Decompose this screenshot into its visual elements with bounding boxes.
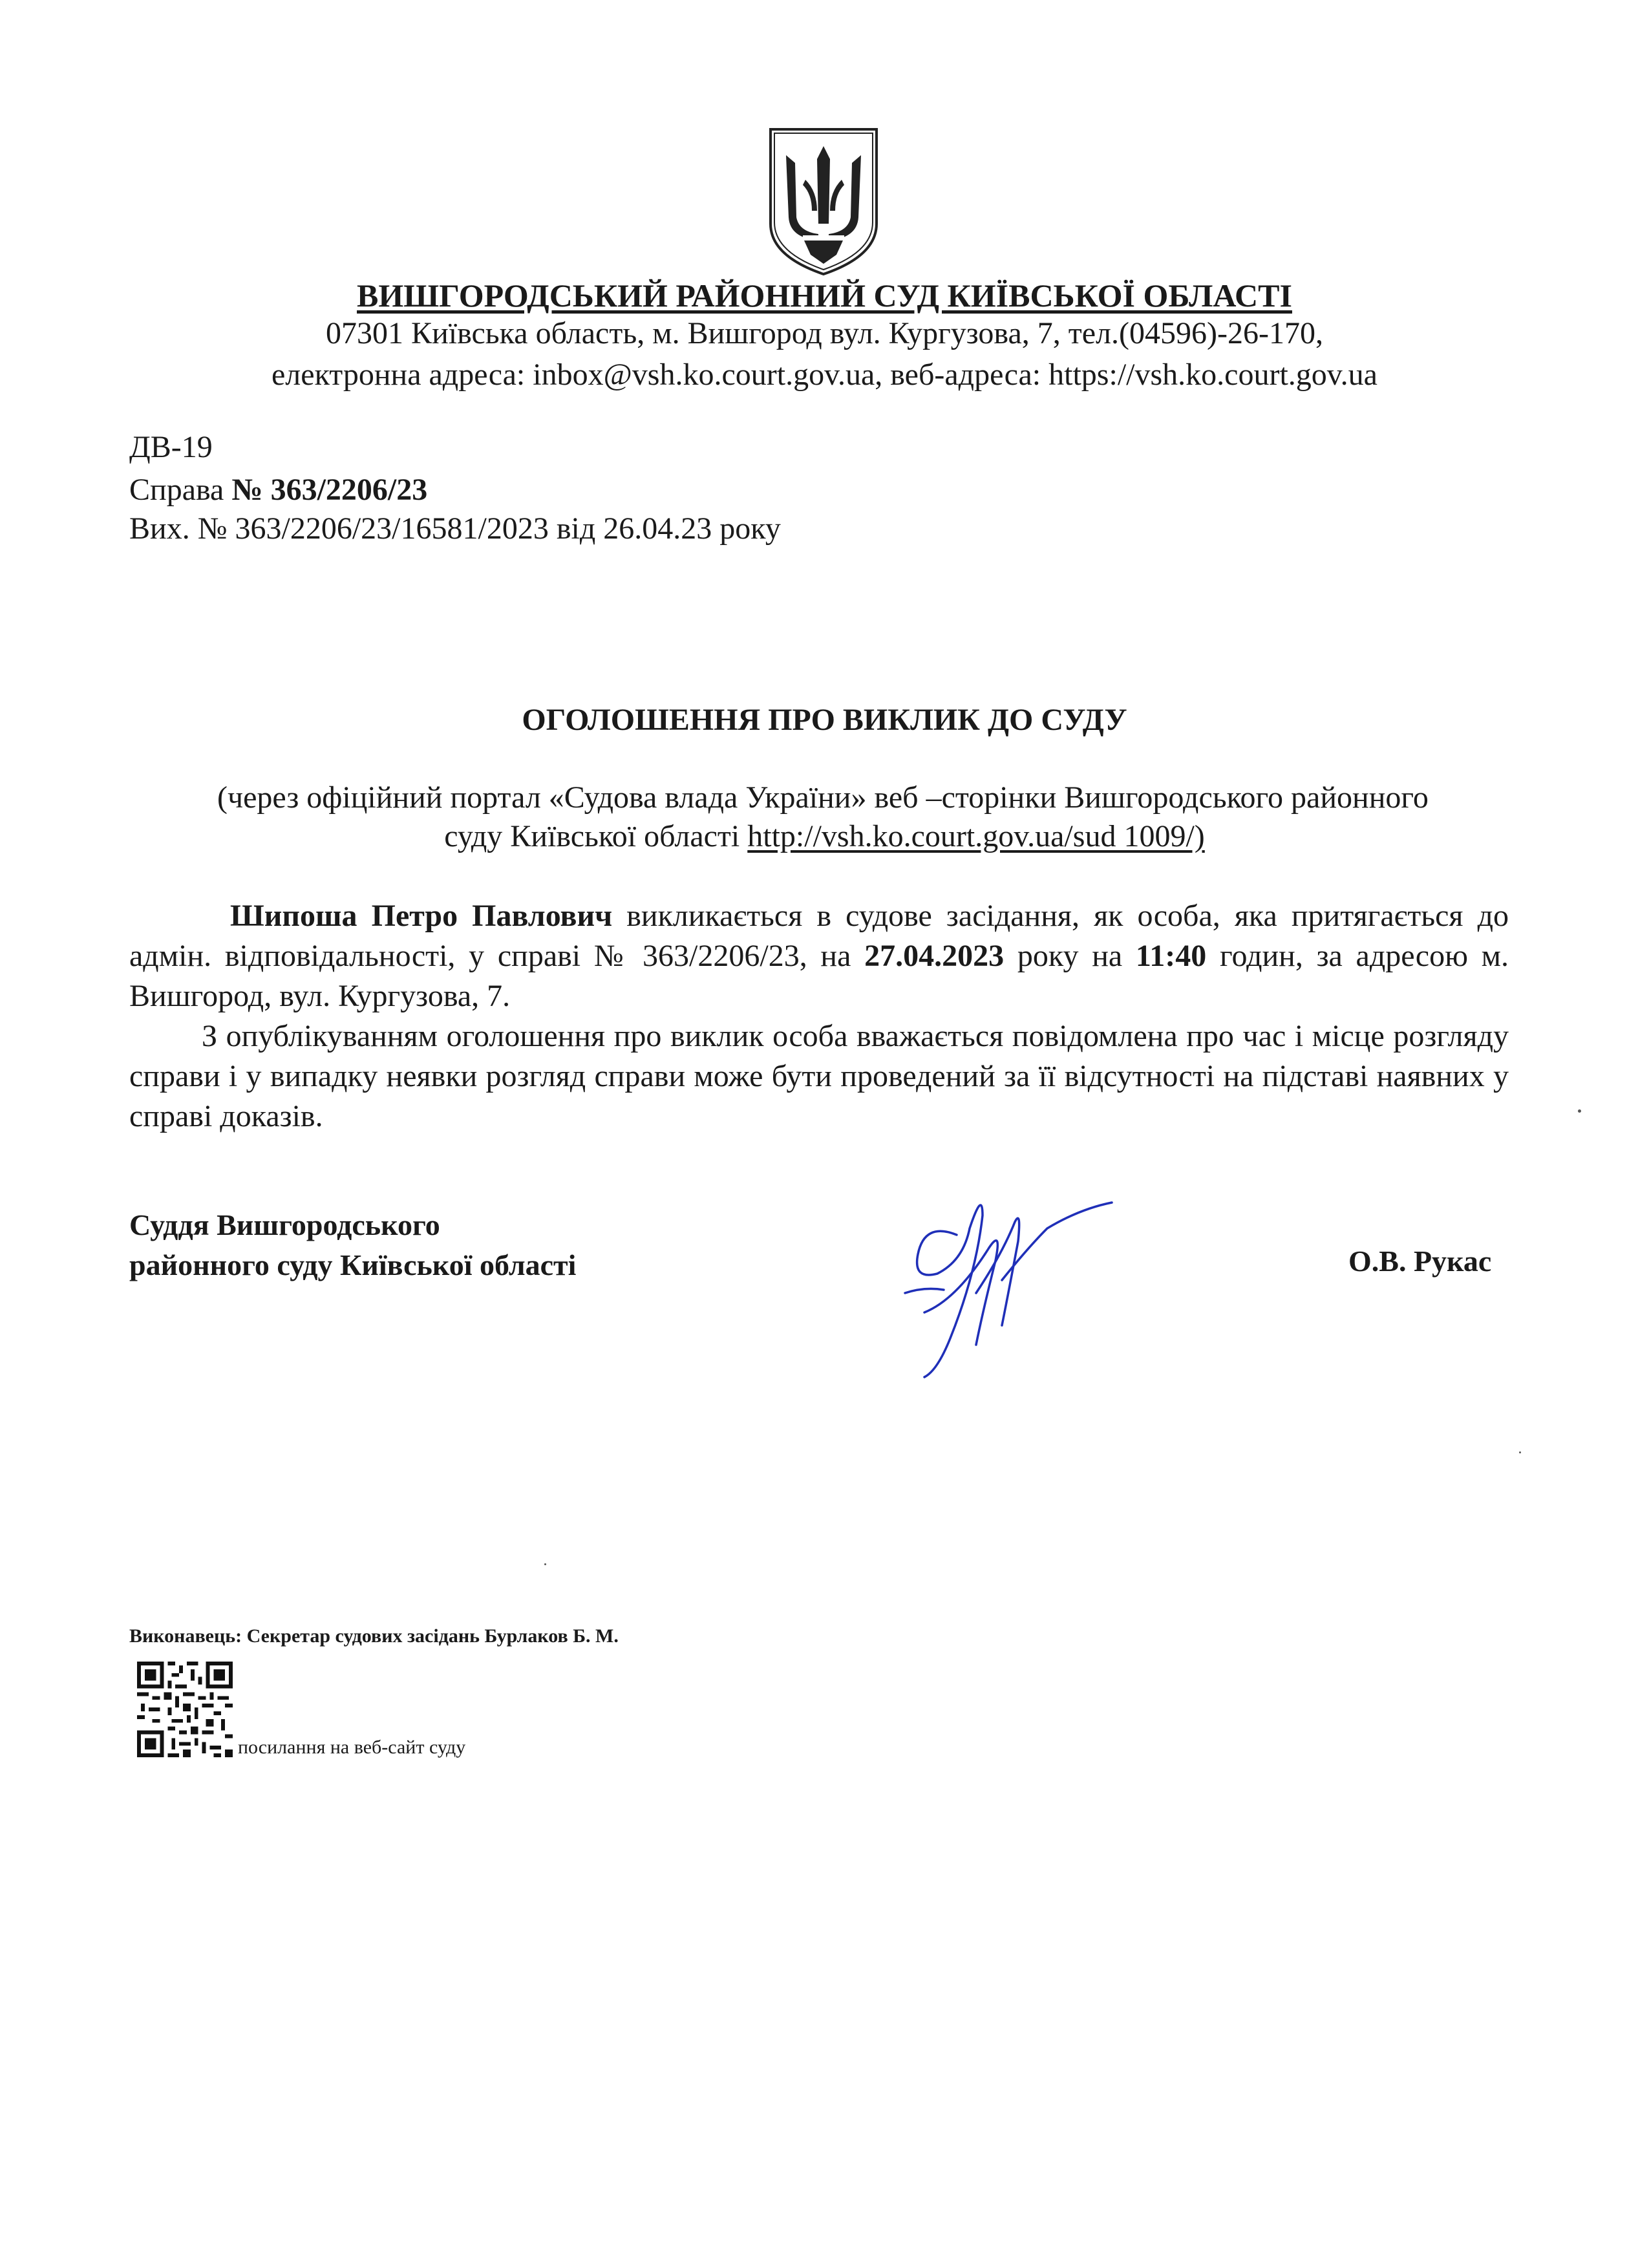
qr-code-icon bbox=[133, 1662, 237, 1757]
judge-title-line1: Суддя Вишгородського bbox=[129, 1208, 440, 1241]
publication-note-prefix: суду Київської області bbox=[444, 819, 748, 853]
summoned-person: Шипоша Петро Павлович bbox=[230, 899, 613, 933]
scan-speck bbox=[1519, 1451, 1521, 1453]
hearing-date: 27.04.2023 bbox=[864, 939, 1005, 973]
court-contacts: електронна адреса: inbox@vsh.ko.court.gov.ua, веб-адреса: https://vsh.ko.court.gov.ua bbox=[271, 358, 1378, 392]
court-address: 07301 Київська область, м. Вишгород вул. Кургузова, 7, тел.(04596)-26-170, bbox=[326, 316, 1323, 350]
document-code: ДВ-19 bbox=[129, 430, 213, 464]
case-number: № 363/2206/23 bbox=[231, 473, 428, 507]
hearing-time: 11:40 bbox=[1135, 939, 1207, 973]
trident-coat-of-arms-icon bbox=[767, 127, 880, 277]
scan-speck bbox=[1578, 1109, 1581, 1113]
court-portal-link[interactable]: http://vsh.ko.court.gov.ua/sud 1009/) bbox=[747, 819, 1205, 853]
judge-title bbox=[129, 1205, 576, 1285]
court-name: ВИШГОРОДСЬКИЙ РАЙОННИЙ СУД КИЇВСЬКОЇ ОБЛАСТІ bbox=[357, 277, 1292, 314]
executor-line: Виконавець: Секретар судових засідань Бурлаков Б. М. bbox=[129, 1625, 619, 1647]
judge-title-line2: районного суду Київської області bbox=[129, 1248, 577, 1281]
qr-caption: посилання на веб-сайт суду bbox=[238, 1737, 466, 1758]
summons-text-b: року на bbox=[1004, 939, 1136, 973]
summons-text-c: годин, за адресою м. Вишгород, вул. Кургузова, 7. bbox=[129, 939, 1509, 1013]
scan-speck bbox=[544, 1563, 546, 1565]
judge-name: О.В. Рукас bbox=[1348, 1245, 1492, 1278]
case-label: Справа bbox=[129, 473, 232, 507]
summons-text-a: викликається в судове засідання, як особа, яка притягається до адмін. відповідальності, у справі № 363/2206/23, на bbox=[129, 899, 1509, 973]
publication-note-line1: (через офіційний портал «Судова влада України» веб –сторінки Вишгородського районного bbox=[217, 780, 1429, 815]
outgoing-number: Вих. № 363/2206/23/16581/2023 від 26.04.23 року bbox=[129, 511, 781, 546]
case-line bbox=[129, 472, 427, 508]
document-title: ОГОЛОШЕННЯ ПРО ВИКЛИК ДО СУДУ bbox=[522, 703, 1127, 737]
publication-note-line2 bbox=[0, 818, 1649, 854]
consequences-paragraph: З опублікуванням оголошення про виклик особа вважається повідомлена про час і місце розгляду справи і у випадку неявки розгляд справи може бути проведений за її відсутності на підставі наявних у справі доказів. bbox=[129, 1019, 1509, 1133]
summons-paragraph bbox=[129, 896, 1509, 1016]
handwritten-signature bbox=[886, 1177, 1118, 1390]
